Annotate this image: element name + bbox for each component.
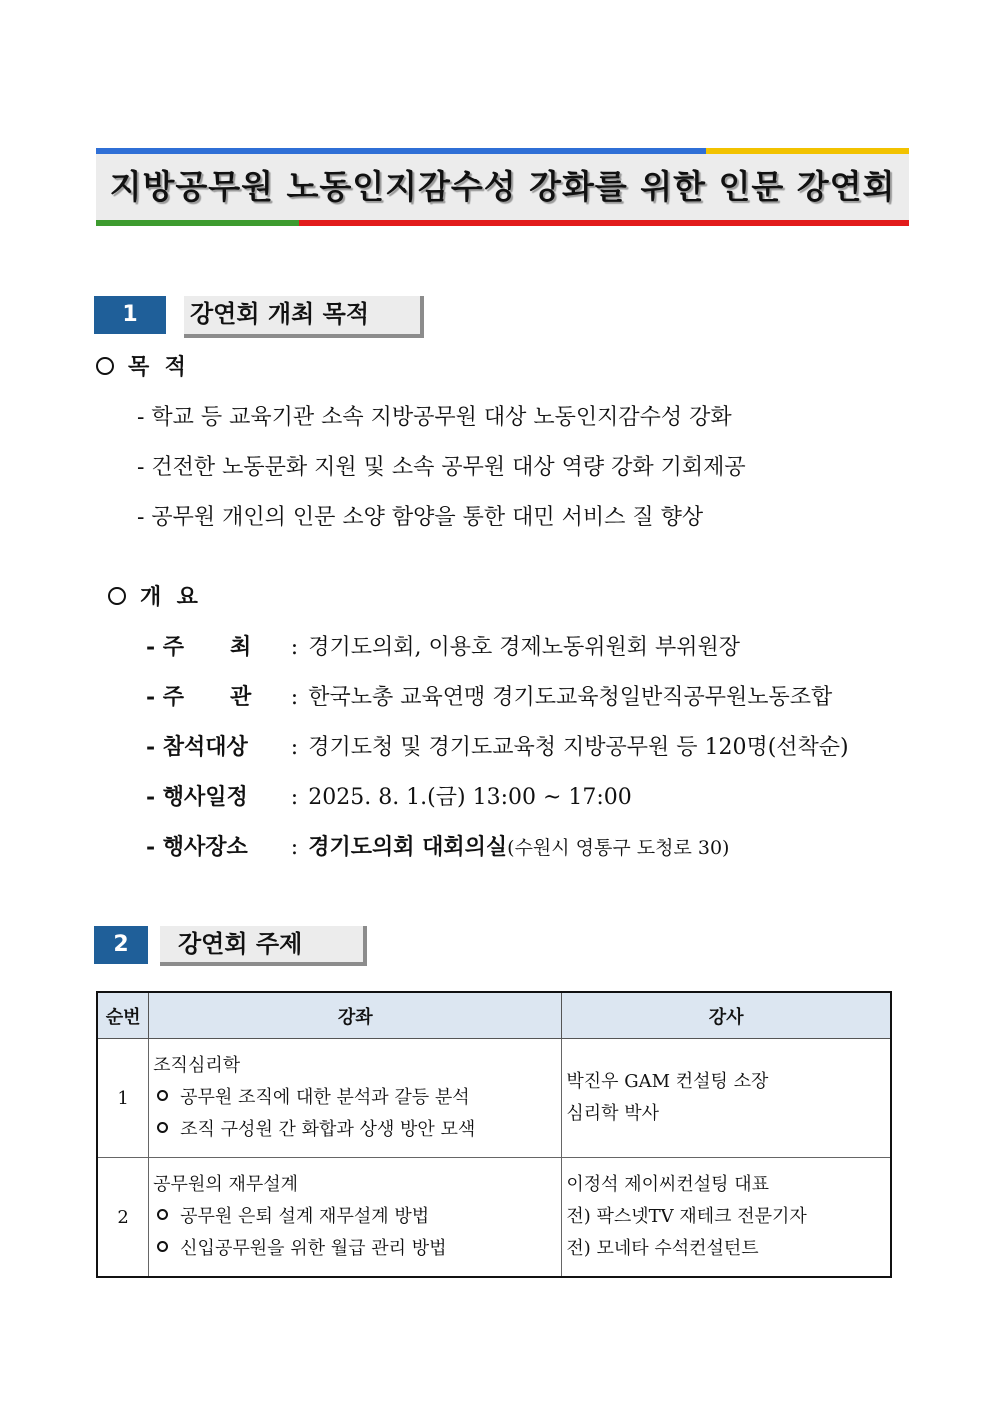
overview-item-host: - 주 최 : 경기도의회, 이용호 경제노동위원회 부위원장 bbox=[146, 634, 740, 660]
table-row bbox=[97, 1158, 891, 1278]
overview-item-attendees: - 참석대상 : 경기도청 및 경기도교육청 지방공무원 등 120명(선착순) bbox=[146, 734, 849, 760]
course-cell bbox=[149, 1039, 562, 1158]
circle-bullet-icon bbox=[157, 1090, 168, 1101]
overview-item-venue: - 행사장소 : 경기도의회 대회의실(수원시 영통구 도청로 30) bbox=[146, 834, 730, 860]
course-title: 조직심리학 bbox=[153, 1055, 241, 1076]
column-header-course: 강좌 bbox=[149, 992, 562, 1039]
course-cell bbox=[149, 1158, 562, 1278]
row-number: 1 bbox=[97, 1039, 149, 1158]
lecturer-line: 전) 모네타 수석컨설턴트 bbox=[566, 1238, 759, 1259]
title-bar-blue bbox=[96, 148, 706, 154]
course-item: 공무원 조직에 대한 분석과 갈등 분석 bbox=[153, 1082, 557, 1114]
section1-number: 1 bbox=[94, 296, 166, 334]
lecturer-line: 전) 팍스넷TV 재테크 전문기자 bbox=[566, 1206, 807, 1227]
course-item: 신입공무원을 위한 월급 관리 방법 bbox=[153, 1233, 557, 1265]
purpose-item: - 공무원 개인의 인문 소양 함양을 통한 대민 서비스 질 향상 bbox=[137, 505, 704, 530]
section2-label: 강연회 주제 bbox=[160, 926, 367, 966]
column-header-no: 순번 bbox=[97, 992, 149, 1039]
title-bar-red bbox=[299, 220, 909, 226]
lecturer-line: 박진우 GAM 컨설팅 소장 bbox=[566, 1071, 769, 1092]
lecturer-line: 이정석 제이씨컨설팅 대표 bbox=[566, 1174, 770, 1195]
purpose-item: - 건전한 노동문화 지원 및 소속 공무원 대상 역량 강화 기회제공 bbox=[137, 455, 746, 480]
purpose-item: - 학교 등 교육기관 소속 지방공무원 대상 노동인지감수성 강화 bbox=[137, 405, 732, 430]
overview-item-schedule: - 행사일정 : 2025. 8. 1.(금) 13:00 ~ 17:00 bbox=[146, 784, 632, 810]
section2-number: 2 bbox=[94, 926, 148, 964]
table-row bbox=[97, 1039, 891, 1158]
circle-bullet-icon bbox=[157, 1209, 168, 1220]
course-title: 공무원의 재무설계 bbox=[153, 1174, 298, 1195]
page-title: 지방공무원 노동인지감수성 강화를 위한 인문 강연회 bbox=[109, 167, 896, 206]
title-bar-green bbox=[96, 220, 299, 226]
lecturer-line: 심리학 박사 bbox=[566, 1103, 659, 1124]
circle-bullet-icon bbox=[96, 357, 114, 375]
section1-label: 강연회 개최 목적 bbox=[184, 296, 424, 338]
topics-table bbox=[96, 991, 892, 1278]
overview-item-organizer: - 주 관 : 한국노총 교육연맹 경기도교육청일반직공무원노동조합 bbox=[146, 684, 833, 710]
circle-bullet-icon bbox=[157, 1241, 168, 1252]
lecturer-cell bbox=[562, 1039, 891, 1158]
overview-heading: 개 요 bbox=[108, 580, 198, 611]
course-item: 공무원 은퇴 설계 재무설계 방법 bbox=[153, 1201, 557, 1233]
circle-bullet-icon bbox=[108, 587, 126, 605]
circle-bullet-icon bbox=[157, 1122, 168, 1133]
table-header-row bbox=[97, 992, 891, 1039]
column-header-lecturer: 강사 bbox=[562, 992, 891, 1039]
title-bar-yellow bbox=[706, 148, 909, 154]
course-item: 조직 구성원 간 화합과 상생 방안 모색 bbox=[153, 1114, 557, 1146]
lecturer-cell bbox=[562, 1158, 891, 1278]
purpose-heading: 목 적 bbox=[96, 350, 186, 381]
row-number: 2 bbox=[97, 1158, 149, 1278]
